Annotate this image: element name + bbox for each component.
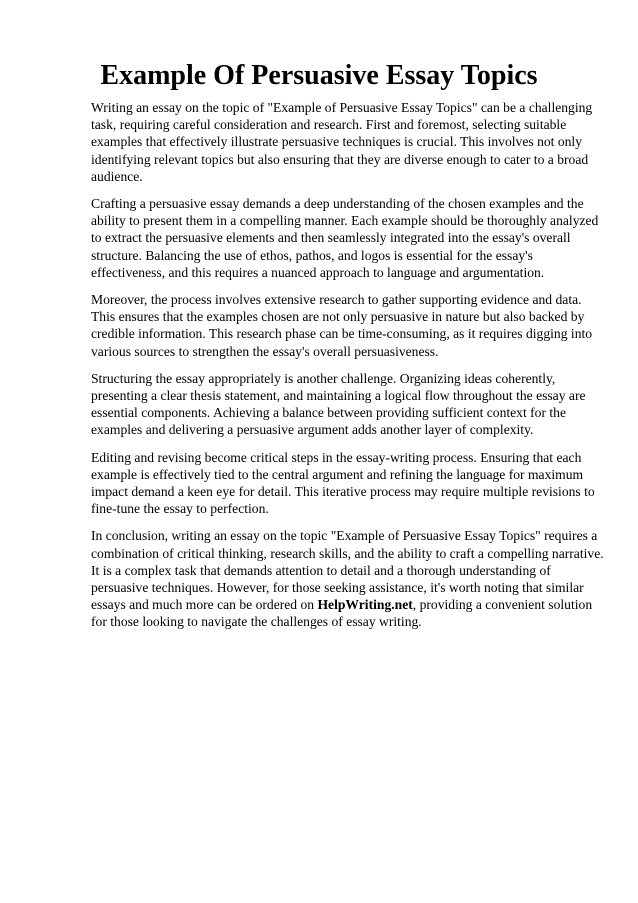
document-body	[91, 99, 605, 641]
conclusion-text-before-link: In conclusion, writing an essay on the topic "Example of Persuasive Essay Topics" requires a combination of critical thinking, research skills, and the ability to craft a compelling narrative. It is a complex task that demands attention to detail and a thorough understanding of persuasive techniques. However, for those seeking assistance, it's worth noting that similar essays and much more can be ordered on	[91, 528, 604, 613]
paragraph-2: Crafting a persuasive essay demands a deep understanding of the chosen examples and the ability to present them in a compelling manner. Each example should be thoroughly analyzed to extract the persuasive elements and then seamlessly integrated into the essay's overall structure. Balancing the use of ethos, pathos, and logos is essential for the essay's effectiveness, and this requires a nuanced approach to language and argumentation.	[91, 196, 599, 280]
paragraph-4: Structuring the essay appropriately is another challenge. Organizing ideas coherently, presenting a clear thesis statement, and maintaining a logical flow throughout the essay are essential components. Achieving a balance between providing sufficient context for the examples and delivering a persuasive argument adds another layer of complexity.	[91, 370, 586, 438]
paragraph-3: Moreover, the process involves extensive research to gather supporting evidence and data. This ensures that the examples chosen are not only persuasive in nature but also backed by credible information. This research phase can be time-consuming, as it requires digging into various sources to strengthen the essay's overall persuasiveness.	[91, 292, 593, 359]
paragraph-1: Writing an essay on the topic of "Example of Persuasive Essay Topics" can be a challenging task, requiring careful consideration and research. First and foremost, selecting suitable examples that effectively illustrate persuasive techniques is crucial. This involves not only identifying relevant topics but also ensuring that they are diverse enough to cater to a broad audience.	[91, 100, 593, 184]
paragraph-conclusion	[91, 527, 605, 630]
conclusion-text-after-link: , providing a convenient solution for those looking to navigate the challenges of essay writing.	[91, 597, 593, 630]
paragraph-5: Editing and revising become critical steps in the essay-writing process. Ensuring that each example is effectively tied to the central argument and refining the language for maximum impact demand a keen eye for detail. This iterative process may require multiple revisions to fine-tune the essay to perfection.	[91, 449, 595, 517]
page-title: Example Of Persuasive Essay Topics	[100, 60, 538, 91]
helpwriting-link[interactable]: HelpWriting.net	[317, 597, 413, 613]
